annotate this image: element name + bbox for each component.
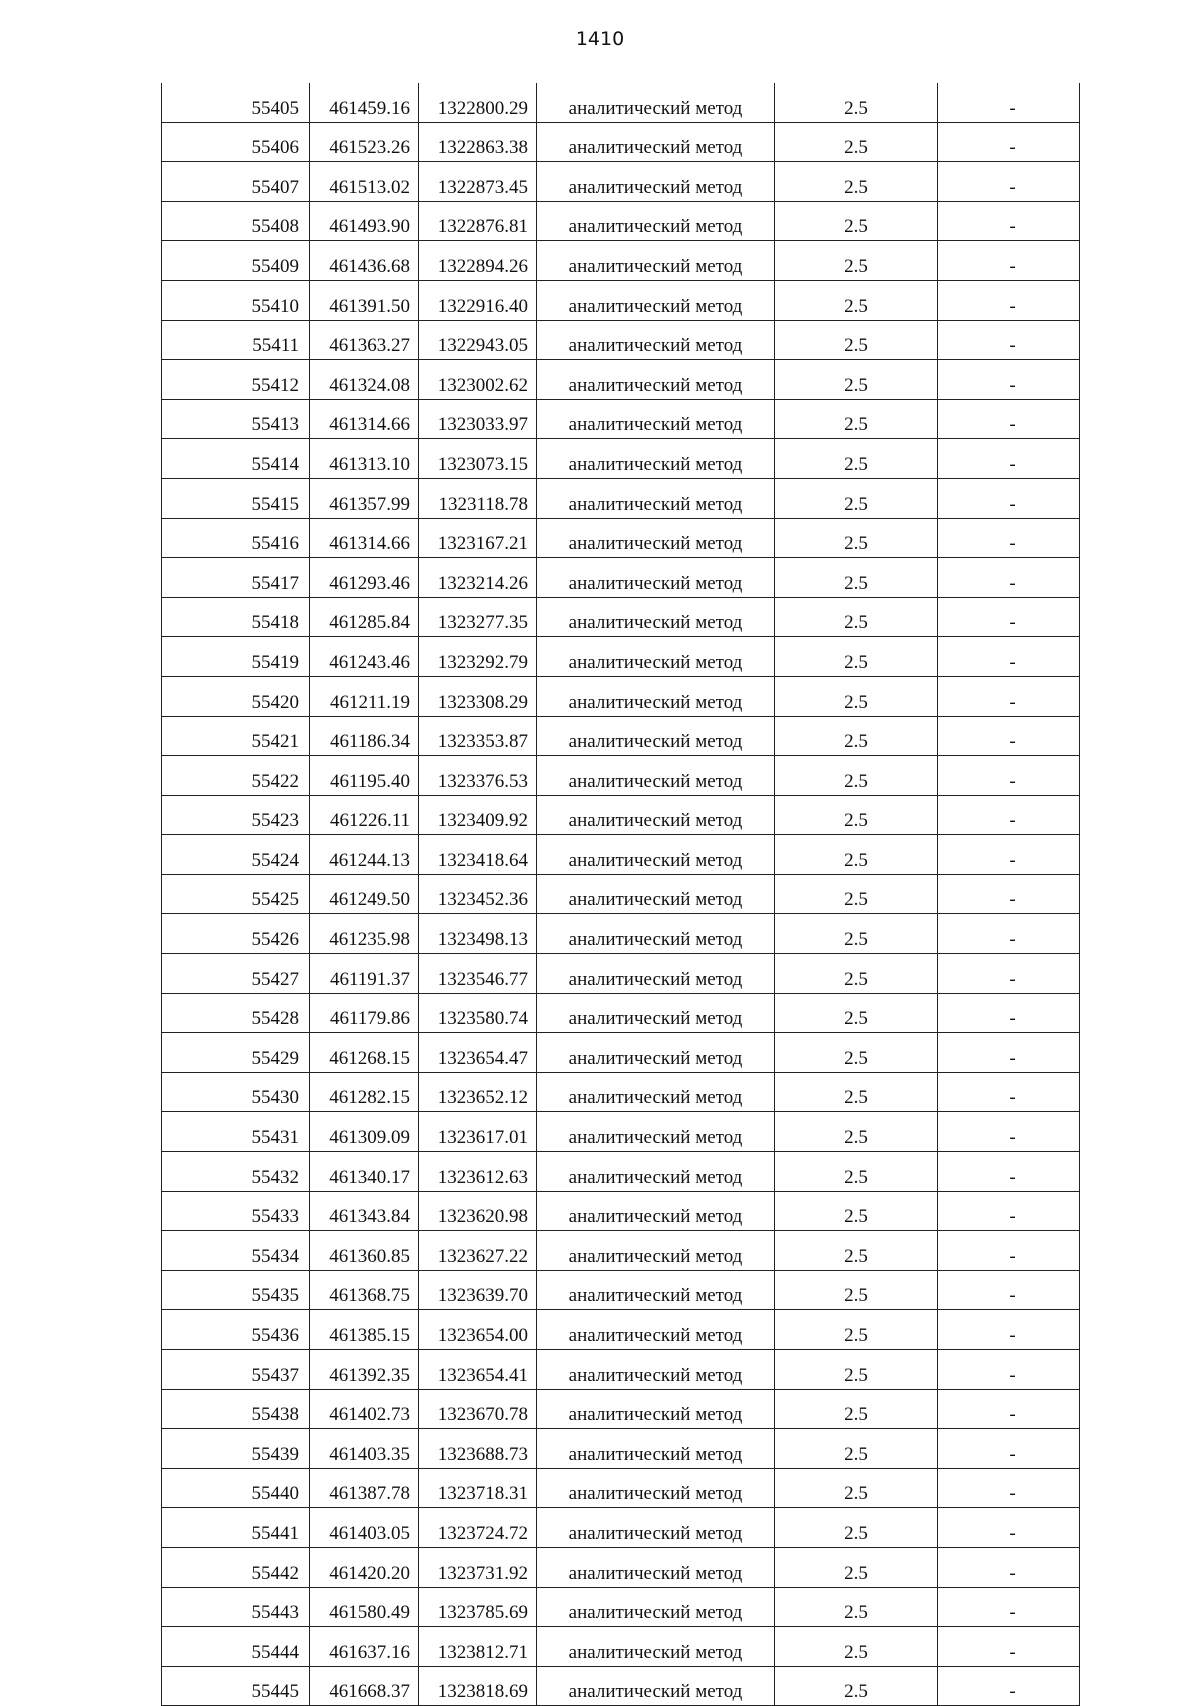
point-number-cell: 55429: [162, 1033, 310, 1073]
table-row: [162, 1389, 1080, 1429]
note-cell: -: [938, 1270, 1080, 1310]
accuracy-cell: 2.5: [775, 399, 938, 439]
accuracy-cell: 2.5: [775, 320, 938, 360]
accuracy-cell: 2.5: [775, 122, 938, 162]
x-coordinate-cell: 461249.50: [310, 874, 419, 914]
note-cell: -: [938, 1191, 1080, 1231]
x-coordinate-cell: 461226.11: [310, 795, 419, 835]
x-coordinate-cell: 461314.66: [310, 399, 419, 439]
method-cell: аналитический метод: [537, 558, 775, 598]
accuracy-cell: 2.5: [775, 280, 938, 320]
note-cell: -: [938, 360, 1080, 400]
accuracy-cell: 2.5: [775, 1350, 938, 1390]
method-cell: аналитический метод: [537, 716, 775, 756]
note-cell: -: [938, 241, 1080, 281]
table-row: [162, 1666, 1080, 1706]
table-row: [162, 676, 1080, 716]
x-coordinate-cell: 461313.10: [310, 439, 419, 479]
x-coordinate-cell: 461385.15: [310, 1310, 419, 1350]
note-cell: -: [938, 835, 1080, 875]
point-number-cell: 55422: [162, 756, 310, 796]
point-number-cell: 55418: [162, 597, 310, 637]
table-row: [162, 439, 1080, 479]
point-number-cell: 55430: [162, 1072, 310, 1112]
point-number-cell: 55415: [162, 478, 310, 518]
x-coordinate-cell: 461387.78: [310, 1468, 419, 1508]
point-number-cell: 55428: [162, 993, 310, 1033]
accuracy-cell: 2.5: [775, 1152, 938, 1192]
accuracy-cell: 2.5: [775, 1033, 938, 1073]
point-number-cell: 55445: [162, 1666, 310, 1706]
accuracy-cell: 2.5: [775, 1429, 938, 1469]
x-coordinate-cell: 461186.34: [310, 716, 419, 756]
y-coordinate-cell: 1323785.69: [419, 1587, 537, 1627]
accuracy-cell: 2.5: [775, 478, 938, 518]
method-cell: аналитический метод: [537, 1627, 775, 1667]
method-cell: аналитический метод: [537, 676, 775, 716]
accuracy-cell: 2.5: [775, 954, 938, 994]
accuracy-cell: 2.5: [775, 795, 938, 835]
method-cell: аналитический метод: [537, 1191, 775, 1231]
note-cell: -: [938, 1112, 1080, 1152]
note-cell: -: [938, 558, 1080, 598]
table-row: [162, 1350, 1080, 1390]
method-cell: аналитический метод: [537, 518, 775, 558]
note-cell: -: [938, 795, 1080, 835]
y-coordinate-cell: 1323654.41: [419, 1350, 537, 1390]
x-coordinate-cell: 461523.26: [310, 122, 419, 162]
x-coordinate-cell: 461391.50: [310, 280, 419, 320]
y-coordinate-cell: 1323688.73: [419, 1429, 537, 1469]
point-number-cell: 55414: [162, 439, 310, 479]
method-cell: аналитический метод: [537, 1468, 775, 1508]
method-cell: аналитический метод: [537, 1429, 775, 1469]
accuracy-cell: 2.5: [775, 83, 938, 122]
point-number-cell: 55432: [162, 1152, 310, 1192]
y-coordinate-cell: 1323654.00: [419, 1310, 537, 1350]
note-cell: -: [938, 1033, 1080, 1073]
method-cell: аналитический метод: [537, 1547, 775, 1587]
accuracy-cell: 2.5: [775, 676, 938, 716]
table-row: [162, 1508, 1080, 1548]
method-cell: аналитический метод: [537, 597, 775, 637]
x-coordinate-cell: 461343.84: [310, 1191, 419, 1231]
method-cell: аналитический метод: [537, 874, 775, 914]
x-coordinate-cell: 461314.66: [310, 518, 419, 558]
method-cell: аналитический метод: [537, 83, 775, 122]
note-cell: -: [938, 1231, 1080, 1271]
method-cell: аналитический метод: [537, 914, 775, 954]
point-number-cell: 55420: [162, 676, 310, 716]
table-row: [162, 478, 1080, 518]
x-coordinate-cell: 461282.15: [310, 1072, 419, 1112]
x-coordinate-cell: 461392.35: [310, 1350, 419, 1390]
point-number-cell: 55438: [162, 1389, 310, 1429]
method-cell: аналитический метод: [537, 1508, 775, 1548]
note-cell: -: [938, 320, 1080, 360]
note-cell: -: [938, 1389, 1080, 1429]
y-coordinate-cell: 1323652.12: [419, 1072, 537, 1112]
note-cell: -: [938, 1547, 1080, 1587]
y-coordinate-cell: 1323214.26: [419, 558, 537, 598]
accuracy-cell: 2.5: [775, 1310, 938, 1350]
y-coordinate-cell: 1323498.13: [419, 914, 537, 954]
note-cell: -: [938, 676, 1080, 716]
table-row: [162, 1429, 1080, 1469]
point-number-cell: 55406: [162, 122, 310, 162]
note-cell: -: [938, 914, 1080, 954]
y-coordinate-cell: 1323670.78: [419, 1389, 537, 1429]
method-cell: аналитический метод: [537, 1231, 775, 1271]
y-coordinate-cell: 1323353.87: [419, 716, 537, 756]
accuracy-cell: 2.5: [775, 558, 938, 598]
point-number-cell: 55413: [162, 399, 310, 439]
y-coordinate-cell: 1323308.29: [419, 676, 537, 716]
table-row: [162, 795, 1080, 835]
method-cell: аналитический метод: [537, 1587, 775, 1627]
table-row: [162, 1587, 1080, 1627]
note-cell: -: [938, 439, 1080, 479]
note-cell: -: [938, 597, 1080, 637]
table-row: [162, 637, 1080, 677]
x-coordinate-cell: 461402.73: [310, 1389, 419, 1429]
table-row: [162, 162, 1080, 202]
method-cell: аналитический метод: [537, 756, 775, 796]
accuracy-cell: 2.5: [775, 835, 938, 875]
x-coordinate-cell: 461420.20: [310, 1547, 419, 1587]
method-cell: аналитический метод: [537, 320, 775, 360]
note-cell: -: [938, 993, 1080, 1033]
note-cell: -: [938, 1627, 1080, 1667]
point-number-cell: 55416: [162, 518, 310, 558]
accuracy-cell: 2.5: [775, 637, 938, 677]
method-cell: аналитический метод: [537, 1112, 775, 1152]
table-row: [162, 1310, 1080, 1350]
table-row: [162, 1468, 1080, 1508]
accuracy-cell: 2.5: [775, 1270, 938, 1310]
accuracy-cell: 2.5: [775, 874, 938, 914]
x-coordinate-cell: 461357.99: [310, 478, 419, 518]
method-cell: аналитический метод: [537, 439, 775, 479]
point-number-cell: 55442: [162, 1547, 310, 1587]
method-cell: аналитический метод: [537, 1310, 775, 1350]
y-coordinate-cell: 1323718.31: [419, 1468, 537, 1508]
x-coordinate-cell: 461324.08: [310, 360, 419, 400]
coordinates-table: [161, 83, 1080, 1706]
method-cell: аналитический метод: [537, 954, 775, 994]
note-cell: -: [938, 1350, 1080, 1390]
accuracy-cell: 2.5: [775, 993, 938, 1033]
y-coordinate-cell: 1323073.15: [419, 439, 537, 479]
note-cell: -: [938, 874, 1080, 914]
accuracy-cell: 2.5: [775, 1191, 938, 1231]
note-cell: -: [938, 201, 1080, 241]
note-cell: -: [938, 716, 1080, 756]
table-row: [162, 954, 1080, 994]
point-number-cell: 55425: [162, 874, 310, 914]
y-coordinate-cell: 1323818.69: [419, 1666, 537, 1706]
accuracy-cell: 2.5: [775, 1231, 938, 1271]
point-number-cell: 55411: [162, 320, 310, 360]
accuracy-cell: 2.5: [775, 360, 938, 400]
method-cell: аналитический метод: [537, 795, 775, 835]
x-coordinate-cell: 461363.27: [310, 320, 419, 360]
note-cell: -: [938, 756, 1080, 796]
y-coordinate-cell: 1323654.47: [419, 1033, 537, 1073]
y-coordinate-cell: 1323167.21: [419, 518, 537, 558]
table-row: [162, 1231, 1080, 1271]
point-number-cell: 55407: [162, 162, 310, 202]
table-row: [162, 835, 1080, 875]
method-cell: аналитический метод: [537, 162, 775, 202]
note-cell: -: [938, 1587, 1080, 1627]
x-coordinate-cell: 461268.15: [310, 1033, 419, 1073]
accuracy-cell: 2.5: [775, 162, 938, 202]
x-coordinate-cell: 461403.05: [310, 1508, 419, 1548]
point-number-cell: 55419: [162, 637, 310, 677]
x-coordinate-cell: 461459.16: [310, 83, 419, 122]
x-coordinate-cell: 461360.85: [310, 1231, 419, 1271]
x-coordinate-cell: 461191.37: [310, 954, 419, 994]
y-coordinate-cell: 1323620.98: [419, 1191, 537, 1231]
accuracy-cell: 2.5: [775, 756, 938, 796]
note-cell: -: [938, 954, 1080, 994]
note-cell: -: [938, 478, 1080, 518]
y-coordinate-cell: 1323418.64: [419, 835, 537, 875]
table-row: [162, 874, 1080, 914]
point-number-cell: 55433: [162, 1191, 310, 1231]
table-row: [162, 201, 1080, 241]
x-coordinate-cell: 461293.46: [310, 558, 419, 598]
note-cell: -: [938, 162, 1080, 202]
y-coordinate-cell: 1322916.40: [419, 280, 537, 320]
x-coordinate-cell: 461403.35: [310, 1429, 419, 1469]
x-coordinate-cell: 461368.75: [310, 1270, 419, 1310]
note-cell: -: [938, 518, 1080, 558]
y-coordinate-cell: 1323292.79: [419, 637, 537, 677]
point-number-cell: 55409: [162, 241, 310, 281]
point-number-cell: 55424: [162, 835, 310, 875]
note-cell: -: [938, 122, 1080, 162]
table-row: [162, 1112, 1080, 1152]
point-number-cell: 55427: [162, 954, 310, 994]
y-coordinate-cell: 1323731.92: [419, 1547, 537, 1587]
point-number-cell: 55410: [162, 280, 310, 320]
table-row: [162, 122, 1080, 162]
y-coordinate-cell: 1323639.70: [419, 1270, 537, 1310]
x-coordinate-cell: 461211.19: [310, 676, 419, 716]
accuracy-cell: 2.5: [775, 1587, 938, 1627]
accuracy-cell: 2.5: [775, 518, 938, 558]
table-row: [162, 716, 1080, 756]
note-cell: -: [938, 1310, 1080, 1350]
table-row: [162, 1072, 1080, 1112]
x-coordinate-cell: 461580.49: [310, 1587, 419, 1627]
accuracy-cell: 2.5: [775, 241, 938, 281]
method-cell: аналитический метод: [537, 399, 775, 439]
y-coordinate-cell: 1323627.22: [419, 1231, 537, 1271]
table-row: [162, 1270, 1080, 1310]
accuracy-cell: 2.5: [775, 201, 938, 241]
point-number-cell: 55444: [162, 1627, 310, 1667]
x-coordinate-cell: 461637.16: [310, 1627, 419, 1667]
table-row: [162, 1547, 1080, 1587]
method-cell: аналитический метод: [537, 478, 775, 518]
table-row: [162, 241, 1080, 281]
y-coordinate-cell: 1323612.63: [419, 1152, 537, 1192]
accuracy-cell: 2.5: [775, 1547, 938, 1587]
note-cell: -: [938, 1072, 1080, 1112]
table-row: [162, 914, 1080, 954]
table-row: [162, 518, 1080, 558]
table-row: [162, 83, 1080, 122]
table-row: [162, 280, 1080, 320]
table-row: [162, 1627, 1080, 1667]
note-cell: -: [938, 399, 1080, 439]
point-number-cell: 55431: [162, 1112, 310, 1152]
y-coordinate-cell: 1323580.74: [419, 993, 537, 1033]
x-coordinate-cell: 461243.46: [310, 637, 419, 677]
x-coordinate-cell: 461340.17: [310, 1152, 419, 1192]
method-cell: аналитический метод: [537, 1389, 775, 1429]
accuracy-cell: 2.5: [775, 1389, 938, 1429]
note-cell: -: [938, 83, 1080, 122]
table-row: [162, 558, 1080, 598]
y-coordinate-cell: 1322894.26: [419, 241, 537, 281]
point-number-cell: 55405: [162, 83, 310, 122]
y-coordinate-cell: 1322863.38: [419, 122, 537, 162]
point-number-cell: 55437: [162, 1350, 310, 1390]
method-cell: аналитический метод: [537, 993, 775, 1033]
point-number-cell: 55412: [162, 360, 310, 400]
note-cell: -: [938, 1508, 1080, 1548]
accuracy-cell: 2.5: [775, 1627, 938, 1667]
method-cell: аналитический метод: [537, 1033, 775, 1073]
note-cell: -: [938, 280, 1080, 320]
method-cell: аналитический метод: [537, 280, 775, 320]
x-coordinate-cell: 461179.86: [310, 993, 419, 1033]
point-number-cell: 55443: [162, 1587, 310, 1627]
accuracy-cell: 2.5: [775, 716, 938, 756]
table-row: [162, 360, 1080, 400]
x-coordinate-cell: 461493.90: [310, 201, 419, 241]
method-cell: аналитический метод: [537, 122, 775, 162]
point-number-cell: 55439: [162, 1429, 310, 1469]
accuracy-cell: 2.5: [775, 1072, 938, 1112]
table-row: [162, 1033, 1080, 1073]
accuracy-cell: 2.5: [775, 914, 938, 954]
point-number-cell: 55426: [162, 914, 310, 954]
x-coordinate-cell: 461285.84: [310, 597, 419, 637]
point-number-cell: 55417: [162, 558, 310, 598]
method-cell: аналитический метод: [537, 1152, 775, 1192]
method-cell: аналитический метод: [537, 835, 775, 875]
note-cell: -: [938, 1152, 1080, 1192]
y-coordinate-cell: 1322873.45: [419, 162, 537, 202]
method-cell: аналитический метод: [537, 201, 775, 241]
accuracy-cell: 2.5: [775, 439, 938, 479]
page-number: 1410: [575, 28, 625, 50]
table-row: [162, 320, 1080, 360]
y-coordinate-cell: 1323002.62: [419, 360, 537, 400]
y-coordinate-cell: 1323118.78: [419, 478, 537, 518]
y-coordinate-cell: 1322800.29: [419, 83, 537, 122]
y-coordinate-cell: 1322876.81: [419, 201, 537, 241]
table-body: [162, 83, 1080, 1706]
y-coordinate-cell: 1323277.35: [419, 597, 537, 637]
point-number-cell: 55423: [162, 795, 310, 835]
note-cell: -: [938, 1666, 1080, 1706]
method-cell: аналитический метод: [537, 1350, 775, 1390]
method-cell: аналитический метод: [537, 241, 775, 281]
x-coordinate-cell: 461513.02: [310, 162, 419, 202]
note-cell: -: [938, 1468, 1080, 1508]
table-row: [162, 399, 1080, 439]
x-coordinate-cell: 461244.13: [310, 835, 419, 875]
table-row: [162, 993, 1080, 1033]
note-cell: -: [938, 637, 1080, 677]
table-row: [162, 1152, 1080, 1192]
accuracy-cell: 2.5: [775, 1468, 938, 1508]
point-number-cell: 55435: [162, 1270, 310, 1310]
method-cell: аналитический метод: [537, 1666, 775, 1706]
point-number-cell: 55436: [162, 1310, 310, 1350]
method-cell: аналитический метод: [537, 637, 775, 677]
point-number-cell: 55441: [162, 1508, 310, 1548]
y-coordinate-cell: 1322943.05: [419, 320, 537, 360]
x-coordinate-cell: 461668.37: [310, 1666, 419, 1706]
y-coordinate-cell: 1323376.53: [419, 756, 537, 796]
x-coordinate-cell: 461235.98: [310, 914, 419, 954]
method-cell: аналитический метод: [537, 360, 775, 400]
x-coordinate-cell: 461436.68: [310, 241, 419, 281]
accuracy-cell: 2.5: [775, 1112, 938, 1152]
accuracy-cell: 2.5: [775, 1666, 938, 1706]
method-cell: аналитический метод: [537, 1072, 775, 1112]
y-coordinate-cell: 1323033.97: [419, 399, 537, 439]
point-number-cell: 55434: [162, 1231, 310, 1271]
y-coordinate-cell: 1323724.72: [419, 1508, 537, 1548]
note-cell: -: [938, 1429, 1080, 1469]
y-coordinate-cell: 1323617.01: [419, 1112, 537, 1152]
table-row: [162, 597, 1080, 637]
x-coordinate-cell: 461309.09: [310, 1112, 419, 1152]
point-number-cell: 55408: [162, 201, 310, 241]
table-row: [162, 756, 1080, 796]
y-coordinate-cell: 1323452.36: [419, 874, 537, 914]
y-coordinate-cell: 1323812.71: [419, 1627, 537, 1667]
x-coordinate-cell: 461195.40: [310, 756, 419, 796]
table-row: [162, 1191, 1080, 1231]
accuracy-cell: 2.5: [775, 1508, 938, 1548]
method-cell: аналитический метод: [537, 1270, 775, 1310]
point-number-cell: 55421: [162, 716, 310, 756]
accuracy-cell: 2.5: [775, 597, 938, 637]
y-coordinate-cell: 1323409.92: [419, 795, 537, 835]
y-coordinate-cell: 1323546.77: [419, 954, 537, 994]
point-number-cell: 55440: [162, 1468, 310, 1508]
